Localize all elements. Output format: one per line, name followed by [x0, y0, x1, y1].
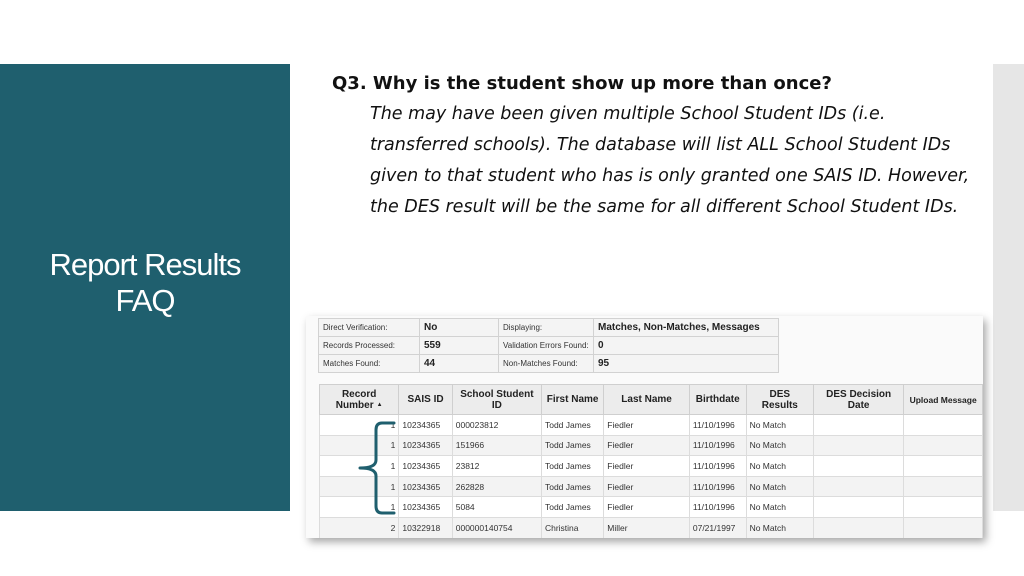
summary-label: Validation Errors Found:	[499, 337, 594, 355]
slide-title-line2: FAQ	[115, 283, 175, 318]
summary-label: Matches Found:	[319, 355, 420, 373]
cell-first-name: Todd James	[541, 435, 603, 456]
cell-first-name: Todd James	[541, 456, 603, 477]
cell-record-number: 1	[320, 476, 399, 497]
cell-last-name: Fiedler	[604, 415, 690, 436]
cell-first-name: Todd James	[541, 476, 603, 497]
col-school-student-id[interactable]: School Student ID	[452, 385, 541, 415]
results-header-row	[320, 385, 983, 415]
cell-des-decision-date	[814, 517, 904, 538]
cell-school-student-id: 262828	[452, 476, 541, 497]
cell-des-decision-date	[814, 497, 904, 518]
cell-sais-id: 10234365	[399, 497, 452, 518]
cell-record-number: 1	[320, 415, 399, 436]
cell-des-results: No Match	[746, 497, 813, 518]
col-des-results[interactable]: DES Results	[746, 385, 813, 415]
col-upload-message[interactable]: Upload Message	[904, 385, 983, 415]
cell-first-name: Todd James	[541, 497, 603, 518]
cell-des-decision-date	[814, 456, 904, 477]
cell-last-name: Fiedler	[604, 456, 690, 477]
table-row[interactable]	[320, 497, 983, 518]
cell-last-name: Fiedler	[604, 476, 690, 497]
results-table	[319, 384, 983, 538]
summary-value: 0	[594, 337, 779, 355]
cell-sais-id: 10234365	[399, 415, 452, 436]
cell-record-number: 1	[320, 435, 399, 456]
table-row[interactable]	[320, 415, 983, 436]
slide-title	[0, 247, 290, 319]
cell-des-results: No Match	[746, 476, 813, 497]
table-row[interactable]	[320, 435, 983, 456]
summary-value: Matches, Non-Matches, Messages	[594, 319, 779, 337]
cell-sais-id: 10234365	[399, 476, 452, 497]
table-row[interactable]	[320, 476, 983, 497]
cell-des-results: No Match	[746, 456, 813, 477]
summary-value: 559	[420, 337, 499, 355]
cell-birthdate: 11/10/1996	[689, 476, 746, 497]
cell-birthdate: 11/10/1996	[689, 497, 746, 518]
summary-value: 95	[594, 355, 779, 373]
cell-upload-message	[904, 476, 983, 497]
cell-last-name: Fiedler	[604, 435, 690, 456]
table-row[interactable]	[320, 456, 983, 477]
summary-value: No	[420, 319, 499, 337]
cell-des-decision-date	[814, 476, 904, 497]
answer-text: The may have been given multiple School Student IDs (i.e. transferred schools). The database will list ALL School Student IDs given to that student who has is only granted one SAIS ID. However, the DES result will be the same for all different School Student IDs.	[370, 104, 970, 217]
cell-sais-id: 10234365	[399, 456, 452, 477]
cell-birthdate: 07/21/1997	[689, 517, 746, 538]
cell-first-name: Todd James	[541, 415, 603, 436]
report-screenshot	[306, 316, 983, 538]
slide-title-line1: Report Results	[49, 247, 241, 282]
right-accent-bar	[993, 64, 1024, 511]
cell-record-number: 2	[320, 517, 399, 538]
cell-upload-message	[904, 456, 983, 477]
cell-des-results: No Match	[746, 435, 813, 456]
cell-sais-id: 10234365	[399, 435, 452, 456]
cell-upload-message	[904, 415, 983, 436]
cell-last-name: Fiedler	[604, 497, 690, 518]
cell-school-student-id: 000023812	[452, 415, 541, 436]
cell-birthdate: 11/10/1996	[689, 435, 746, 456]
summary-label: Non-Matches Found:	[499, 355, 594, 373]
cell-record-number: 1	[320, 497, 399, 518]
col-sais-id[interactable]: SAIS ID	[399, 385, 452, 415]
cell-school-student-id: 000000140754	[452, 517, 541, 538]
summary-label: Direct Verification:	[319, 319, 420, 337]
cell-sais-id: 10322918	[399, 517, 452, 538]
cell-upload-message	[904, 435, 983, 456]
col-birthdate[interactable]: Birthdate	[689, 385, 746, 415]
cell-birthdate: 11/10/1996	[689, 415, 746, 436]
table-row[interactable]	[320, 517, 983, 538]
cell-school-student-id: 23812	[452, 456, 541, 477]
cell-upload-message	[904, 497, 983, 518]
col-record-number[interactable]: Record Number ▲	[320, 385, 399, 415]
cell-des-decision-date	[814, 415, 904, 436]
col-des-decision-date[interactable]: DES Decision Date	[814, 385, 904, 415]
cell-des-results: No Match	[746, 415, 813, 436]
cell-birthdate: 11/10/1996	[689, 456, 746, 477]
sort-up-icon[interactable]: ▲	[376, 401, 383, 408]
question-heading: Q3. Why is the student show up more than once?	[332, 73, 832, 94]
left-brace-shape	[360, 423, 394, 513]
cell-des-decision-date	[814, 435, 904, 456]
cell-last-name: Miller	[604, 517, 690, 538]
cell-upload-message	[904, 517, 983, 538]
summary-label: Records Processed:	[319, 337, 420, 355]
summary-value: 44	[420, 355, 499, 373]
cell-record-number: 1	[320, 456, 399, 477]
cell-school-student-id: 151966	[452, 435, 541, 456]
faq-text	[332, 68, 972, 223]
cell-des-results: No Match	[746, 517, 813, 538]
col-last-name[interactable]: Last Name	[604, 385, 690, 415]
summary-label: Displaying:	[499, 319, 594, 337]
summary-table	[318, 318, 779, 373]
col-first-name[interactable]: First Name	[541, 385, 603, 415]
cell-first-name: Christina	[541, 517, 603, 538]
cell-school-student-id: 5084	[452, 497, 541, 518]
bracket-annotation	[356, 420, 396, 516]
